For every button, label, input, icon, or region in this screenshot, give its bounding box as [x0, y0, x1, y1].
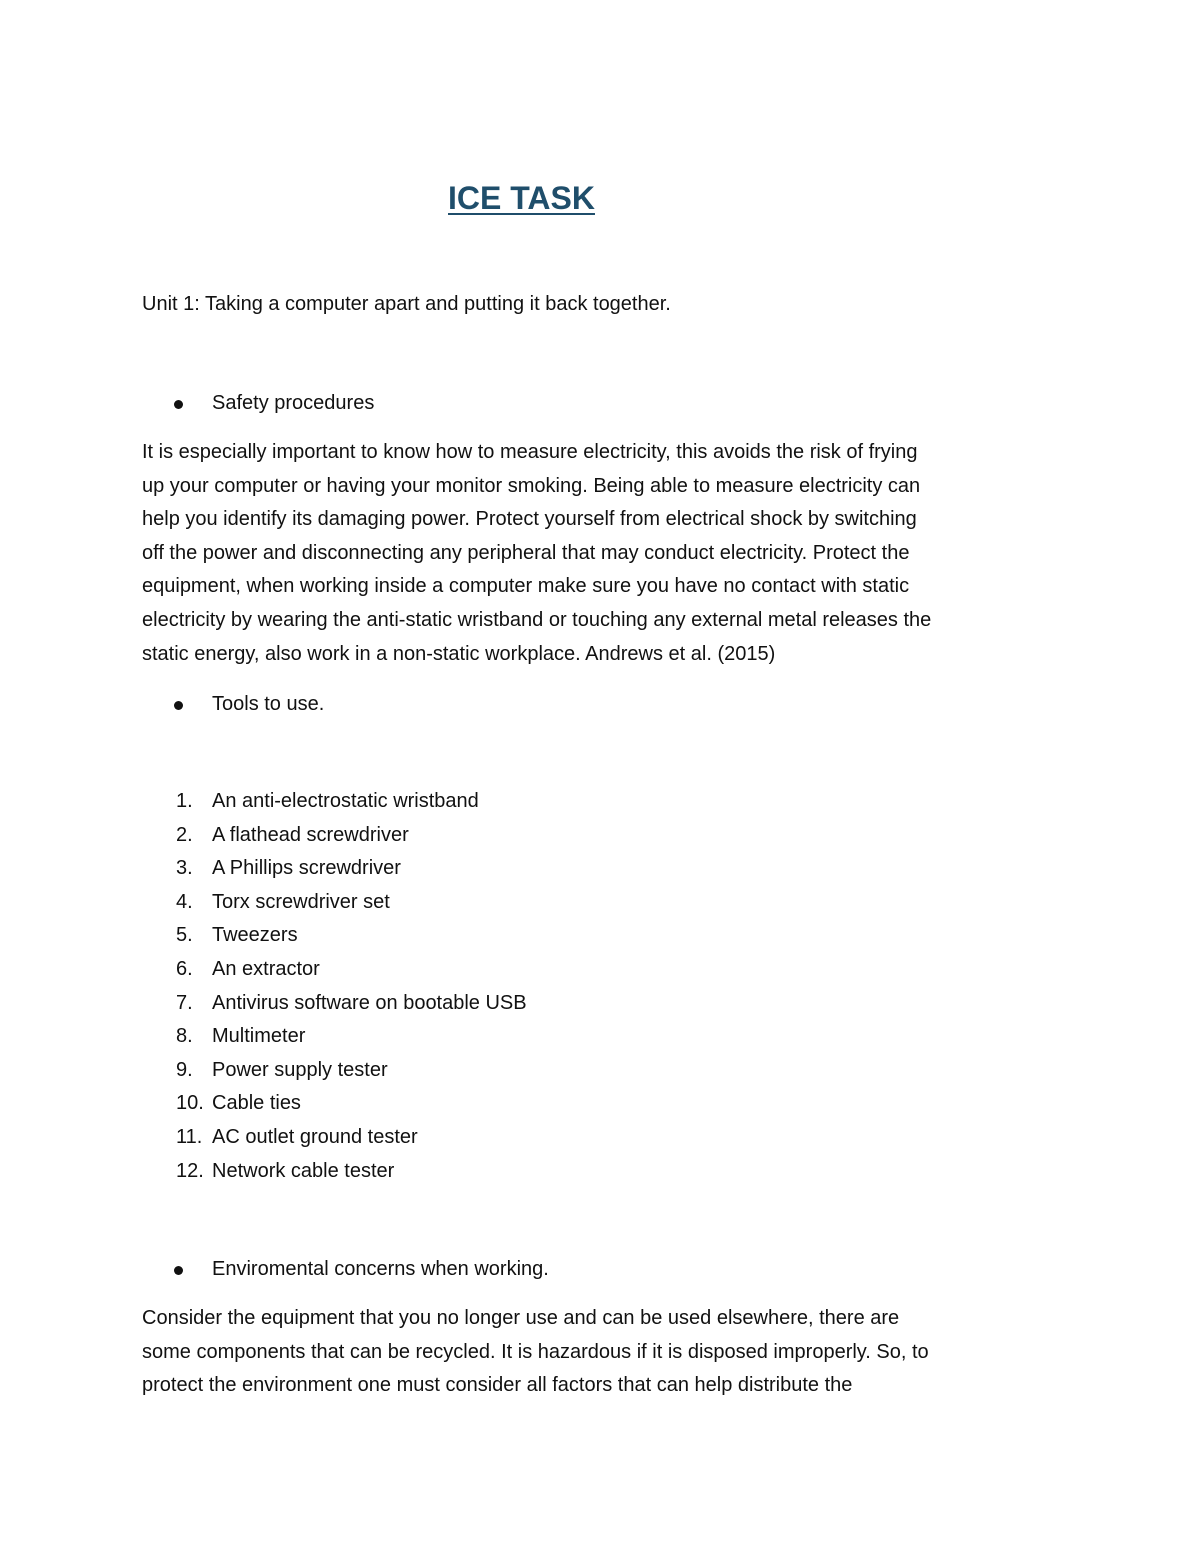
list-item-text: AC outlet ground tester	[212, 1125, 418, 1148]
list-item	[142, 852, 1042, 886]
paragraph-line: It is especially important to know how to measure electricity, this avoids the risk of frying	[142, 441, 918, 463]
tools-list	[142, 785, 1042, 1188]
list-number: 5.	[176, 924, 193, 947]
list-number: 10.	[176, 1092, 204, 1115]
list-number: 8.	[176, 1025, 193, 1048]
list-number: 12.	[176, 1159, 204, 1182]
list-item	[142, 819, 1042, 853]
bullet-icon	[174, 400, 183, 409]
environmental-paragraph	[142, 1302, 1062, 1403]
paragraph-line: some components that can be recycled. It is hazardous if it is disposed improperly. So, to	[142, 1340, 929, 1363]
list-item	[142, 1087, 1042, 1121]
bullet-label: Tools to use.	[212, 693, 325, 715]
paragraph-line: equipment, when working inside a computer make sure you have no contact with static	[142, 575, 910, 598]
bullet-icon	[174, 1266, 183, 1275]
list-item	[142, 886, 1042, 920]
paragraph-line: off the power and disconnecting any peripheral that may conduct electricity. Protect the	[142, 541, 910, 564]
list-number: 6.	[176, 957, 193, 980]
list-number: 3.	[176, 857, 193, 880]
list-item-text: Power supply tester	[212, 1058, 388, 1081]
list-item	[142, 1121, 1042, 1155]
paragraph-line: Consider the equipment that you no longer use and can be used elsewhere, there are	[142, 1307, 900, 1329]
list-item-text: An extractor	[212, 957, 320, 980]
bullet-label: Enviromental concerns when working.	[212, 1258, 549, 1280]
list-item	[142, 1155, 1042, 1189]
list-number: 4.	[176, 890, 193, 913]
list-item	[142, 987, 1042, 1021]
safety-paragraph	[142, 436, 1062, 671]
paragraph-line: help you identify its damaging power. Protect yourself from electrical shock by switching	[142, 508, 917, 531]
bullet-icon	[174, 701, 183, 710]
list-number: 7.	[176, 991, 193, 1014]
list-item-text: A flathead screwdriver	[212, 823, 409, 846]
bullet-label: Safety procedures	[212, 392, 375, 414]
list-item-text: Tweezers	[212, 924, 298, 947]
list-item-text: Multimeter	[212, 1025, 306, 1048]
list-item	[142, 1054, 1042, 1088]
list-number: 1.	[176, 790, 193, 812]
paragraph-line: up your computer or having your monitor smoking. Being able to measure electricity can	[142, 474, 921, 497]
list-number: 2.	[176, 823, 193, 846]
list-number: 11.	[176, 1125, 203, 1148]
list-item-text: Network cable tester	[212, 1159, 395, 1182]
list-item-text: Torx screwdriver set	[212, 890, 390, 913]
paragraph-line: electricity by wearing the anti-static wristband or touching any external metal releases the	[142, 608, 932, 631]
list-item-text: A Phillips screwdriver	[212, 857, 401, 880]
list-item	[142, 1020, 1042, 1054]
paragraph-line: static energy, also work in a non-static workplace. Andrews et al. (2015)	[142, 642, 776, 665]
list-item-text: Cable ties	[212, 1092, 301, 1115]
list-item-text: Antivirus software on bootable USB	[212, 991, 527, 1014]
list-number: 9.	[176, 1058, 193, 1081]
list-item-text: An anti-electrostatic wristband	[212, 790, 479, 812]
list-item	[142, 785, 1042, 819]
list-item	[142, 919, 1042, 953]
paragraph-line: protect the environment one must consider all factors that can help distribute the	[142, 1374, 853, 1397]
list-item	[142, 953, 1042, 987]
page-title: ICE TASK	[448, 180, 595, 216]
unit-heading: Unit 1: Taking a computer apart and putting it back together.	[142, 293, 671, 315]
